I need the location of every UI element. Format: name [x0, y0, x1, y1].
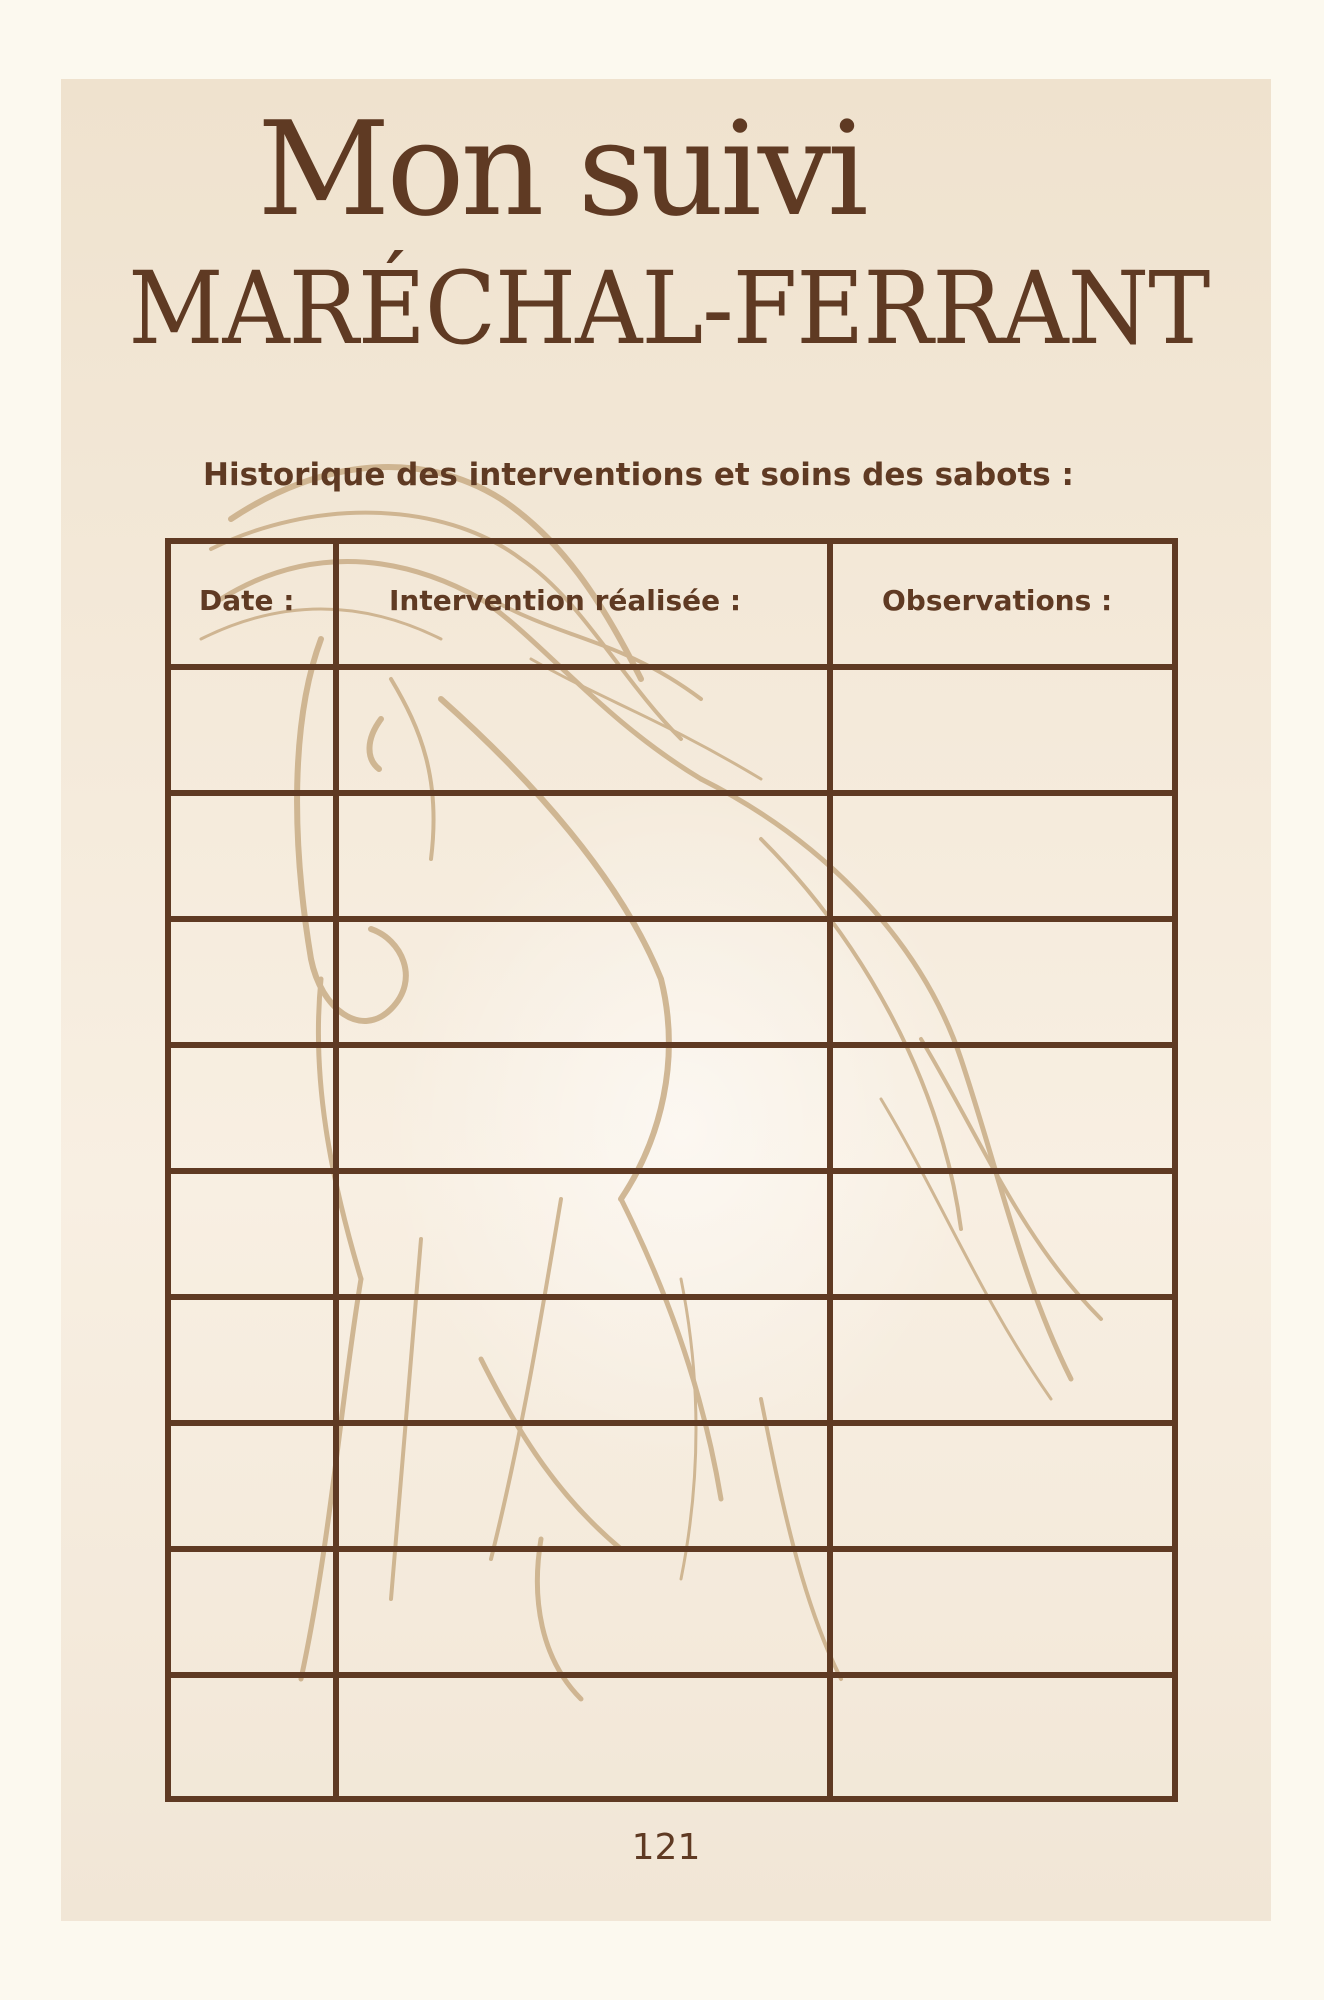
- page-number: 121: [631, 1827, 701, 1868]
- header-intervention: Intervention réalisée :: [389, 584, 742, 617]
- row-divider: [171, 1546, 1172, 1552]
- page-subtitle: Historique des interventions et soins des sabots :: [203, 457, 1074, 493]
- row-divider: [171, 1294, 1172, 1300]
- row-divider: [171, 1042, 1172, 1048]
- row-divider: [171, 1672, 1172, 1678]
- row-divider: [171, 916, 1172, 922]
- intervention-log-table: [165, 538, 1178, 1802]
- page-title-line-2: MARÉCHAL-FERRANT: [128, 250, 1210, 367]
- header-observations: Observations :: [882, 584, 1113, 617]
- row-divider: [171, 1420, 1172, 1426]
- row-divider: [171, 790, 1172, 796]
- row-divider: [171, 1168, 1172, 1174]
- planner-page: [61, 79, 1271, 1921]
- header-date: Date :: [199, 584, 295, 617]
- row-divider: [171, 664, 1172, 670]
- page-title-line-1: Mon suivi: [257, 93, 865, 245]
